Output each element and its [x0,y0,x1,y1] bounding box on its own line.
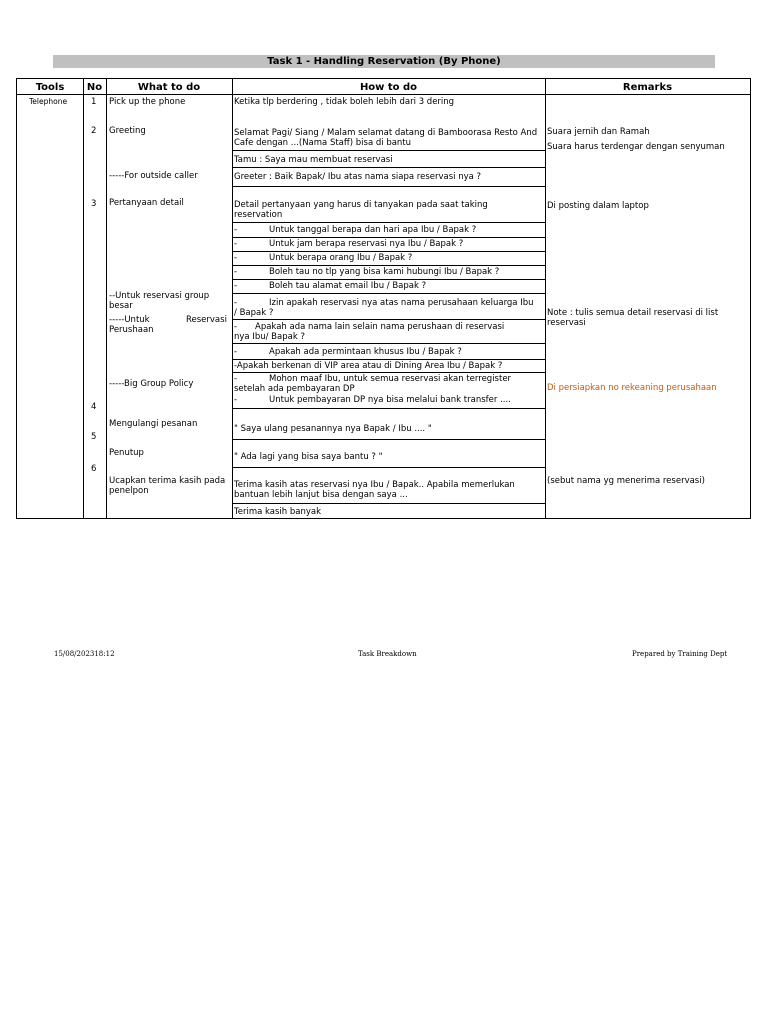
row-divider [232,150,545,151]
how-line: Apakah ada permintaan khusus Ibu / Bapak ? [269,347,462,357]
bullet-dash: - [234,322,238,332]
remark: Note : tulis semua detail reservasi di list reservasi [547,308,719,328]
how-line: " Ada lagi yang bisa saya bantu ? " [234,452,383,462]
bullet-dash: - [234,239,238,249]
what-outside-caller: -----For outside caller [109,171,198,181]
what-untuk: -----Untuk [109,315,150,325]
remark: (sebut nama yg menerima reservasi) [547,476,705,486]
page-title: Task 1 - Handling Reservation (By Phone) [53,55,715,68]
how-line: Apakah ada nama lain selain nama perushaan di reservasi [255,322,505,332]
column-header-remarks: Remarks [622,82,673,93]
bullet-dash: - [234,281,238,291]
how-line: Izin apakah reservasi nya atas nama perusahaan keluarga Ibu [269,298,534,308]
row-divider [232,372,545,373]
row-divider [232,343,545,344]
what-mengulangi: Mengulangi pesanan [109,419,198,429]
row-divider [232,503,545,504]
column-divider [232,79,233,518]
row-divider [232,279,545,280]
what-group-besar: --Untuk reservasi group besar [109,291,210,311]
column-divider [106,79,107,518]
bullet-dash: - [234,395,238,405]
what-greeting: Greeting [109,126,146,136]
bullet-dash: - [234,267,238,277]
how-line: " Saya ulang pesanannya nya Bapak / Ibu .... " [234,424,432,434]
how-line: Tamu : Saya mau membuat reservasi [234,155,393,165]
how-line: Boleh tau no tlp yang bisa kami hubungi Ibu / Bapak ? [269,267,500,277]
remark-highlight: Di persiapkan no rekeaning perusahaan [547,383,717,393]
row-divider [232,408,545,409]
what-ucapkan: Ucapkan terima kasih pada penelpon [109,476,226,496]
how-line: nya Ibu/ Bapak ? [234,332,305,342]
row-divider [232,186,545,187]
column-divider [545,79,546,518]
step-number: 4 [91,402,97,412]
step-number: 6 [91,464,97,474]
header-divider [17,94,750,95]
how-line: Greeter : Baik Bapak/ Ibu atas nama siapa reservasi nya ? [234,172,482,182]
row-divider [232,439,545,440]
footer-datetime: 15/08/202318:12 [54,650,115,658]
column-divider [83,79,84,518]
row-divider [232,319,545,320]
how-line: Untuk pembayaran DP nya bisa melalui bank transfer .... [269,395,511,405]
how-line: Untuk jam berapa reservasi nya Ibu / Bapak ? [269,239,464,249]
row-divider [232,222,545,223]
what-pickup: Pick up the phone [109,97,186,107]
row-divider [232,237,545,238]
step-number: 3 [91,199,97,209]
remark: Di posting dalam laptop [547,201,649,211]
column-header-no: No [86,82,103,93]
remark: Suara harus terdengar dengan senyuman [547,142,725,152]
footer-center: Task Breakdown [358,650,417,658]
bullet-dash: - [234,347,238,357]
how-line: Terima kasih atas reservasi nya Ibu / Bapak.. Apabila memerlukan bantuan lebih lanjut bisa dengan saya ... [234,480,515,500]
how-line: Untuk tanggal berapa dan hari apa Ibu / Bapak ? [269,225,477,235]
bullet-dash: - [234,225,238,235]
step-number: 1 [91,97,97,107]
how-line: Ketika tlp berdering , tidak boleh lebih dari 3 dering [234,97,455,107]
step-number: 2 [91,126,97,136]
what-perushaan: Perushaan [109,325,154,335]
tool-telephone: Telephone [29,97,68,106]
row-divider [232,251,545,252]
bullet-dash: - [234,374,238,384]
how-line: Terima kasih banyak [234,507,322,517]
how-line: -Apakah berkenan di VIP area atau di Dining Area Ibu / Bapak ? [234,361,503,371]
how-line: / Bapak ? [234,308,274,318]
step-number: 5 [91,432,97,442]
what-reservasi: Reservasi [186,315,227,325]
how-line: Detail pertanyaan yang harus di tanyakan pada saat taking reservation [234,200,488,220]
task-table [16,78,751,519]
what-pertanyaan: Pertanyaan detail [109,198,184,208]
row-divider [232,167,545,168]
bullet-dash: - [234,298,238,308]
row-divider [232,359,545,360]
remark: Suara jernih dan Ramah [547,127,650,137]
column-header-tools: Tools [35,82,65,93]
row-divider [232,293,545,294]
what-big-group: -----Big Group Policy [109,379,194,389]
how-line: Boleh tau alamat email Ibu / Bapak ? [269,281,427,291]
row-divider [232,467,545,468]
column-header-what: What to do [137,82,201,93]
how-line: Mohon maaf Ibu, untuk semua reservasi akan terregister [269,374,512,384]
how-line: setelah ada pembayaran DP [234,384,355,394]
bullet-dash: - [234,253,238,263]
what-penutup: Penutup [109,448,144,458]
footer-prepared-by: Prepared by Training Dept [632,650,728,658]
row-divider [232,265,545,266]
column-header-how: How to do [359,82,418,93]
how-line: Untuk berapa orang Ibu / Bapak ? [269,253,413,263]
how-line: Selamat Pagi/ Siang / Malam selamat datang di Bamboorasa Resto And Cafe dengan ...(Nama Staff) bisa di bantu [234,128,538,148]
